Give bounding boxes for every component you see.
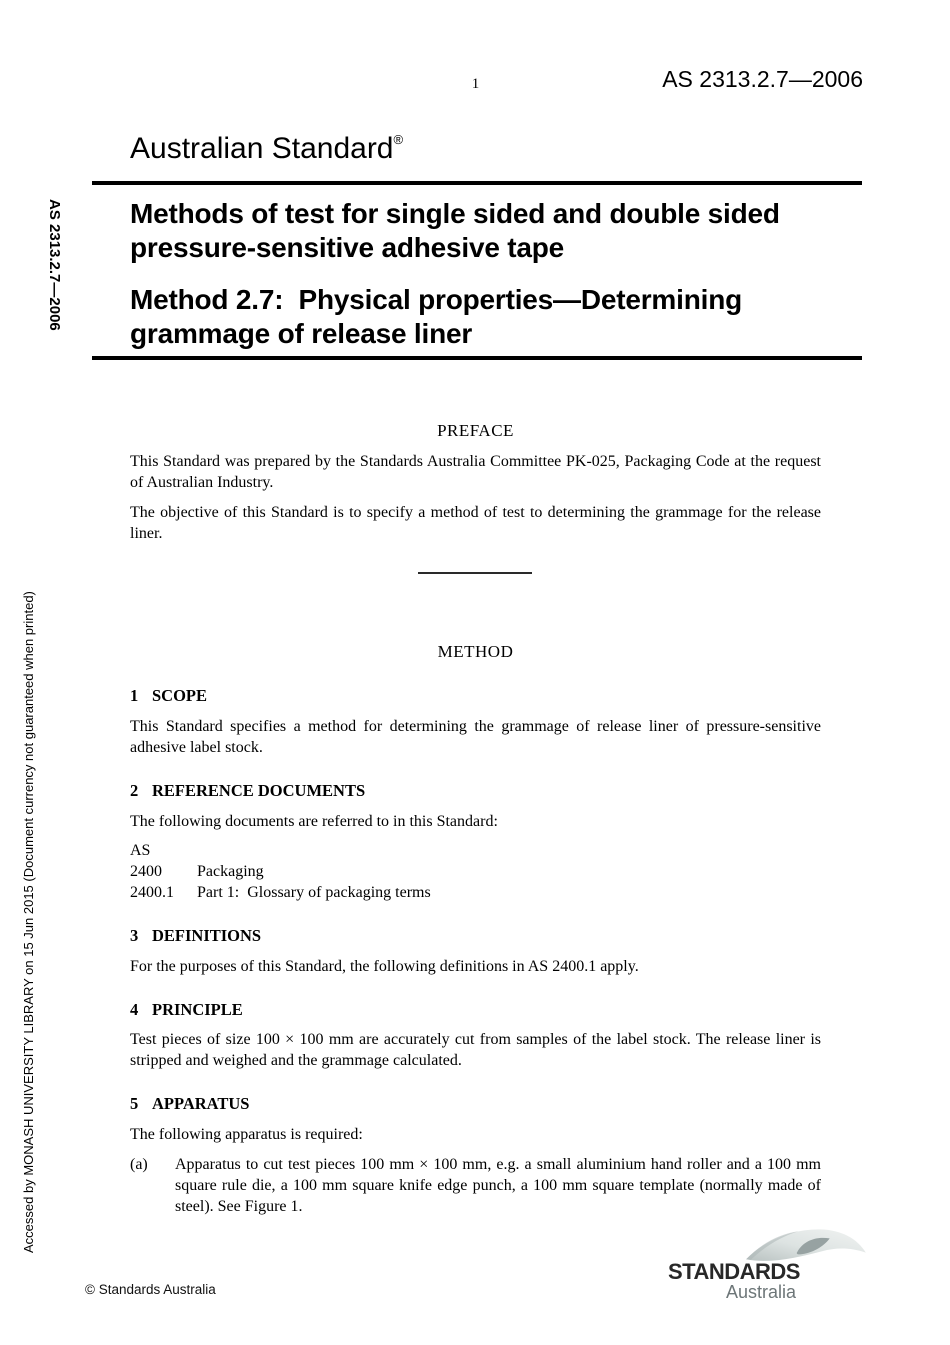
reference-row	[130, 840, 821, 861]
registered-mark: ®	[393, 132, 404, 147]
section-title: REFERENCE DOCUMENTS	[152, 781, 366, 800]
section-title: SCOPE	[152, 686, 208, 705]
copyright-notice: © Standards Australia	[85, 1282, 216, 1297]
list-item-text: Apparatus to cut test pieces 100 mm × 100 mm, e.g. a small aluminium hand roller and a 100 mm square rule die, a 100 mm square knife edge punch, a 100 mm square template (normally made of steel). See Figure 1.	[175, 1156, 821, 1215]
reference-row	[130, 882, 821, 903]
preface-heading: PREFACE	[437, 421, 514, 440]
section-title: PRINCIPLE	[152, 1000, 243, 1019]
horizontal-rule-top	[92, 181, 862, 185]
preface-paragraph: This Standard was prepared by the Standards Australia Committee PK-025, Packaging Code at the request of Australian Industry.	[130, 453, 821, 491]
section-number: 3	[130, 926, 139, 945]
section-number: 2	[130, 781, 139, 800]
document-title: Methods of test for single sided and double sided pressure-sensitive adhesive tape	[130, 198, 780, 263]
section-number: 5	[130, 1094, 139, 1113]
reference-code: 2400	[130, 863, 162, 880]
brand-text: Australian Standard	[130, 132, 394, 165]
section-title: DEFINITIONS	[152, 926, 262, 945]
masthead-brand	[130, 132, 403, 166]
reference-document-list	[130, 840, 821, 903]
section-number: 4	[130, 1000, 139, 1019]
section-paragraph: This Standard specifies a method for determining the grammage of release liner of pressure-sensitive adhesive label stock.	[130, 718, 821, 756]
logo-subtext: Australia	[726, 1282, 797, 1302]
section-paragraph: Test pieces of size 100 × 100 mm are accurately cut from samples of the label stock. The release liner is stripped and weighed and the grammage calculated.	[130, 1031, 821, 1069]
section-heading-reference-documents	[130, 781, 821, 801]
method-heading: METHOD	[437, 642, 514, 661]
section-heading-scope	[130, 686, 821, 706]
horizontal-rule-bottom	[92, 356, 862, 360]
margin-access-note: Accessed by MONASH UNIVERSITY LIBRARY on 15 Jun 2015 (Document currency not guaranteed when printed)	[21, 591, 36, 1253]
preface-paragraph: The objective of this Standard is to specify a method of test to determining the grammage for the release liner.	[130, 504, 821, 542]
section-paragraph: The following apparatus is required:	[130, 1126, 363, 1143]
reference-text: Part 1: Glossary of packaging terms	[197, 884, 431, 901]
section-paragraph: The following documents are referred to in this Standard:	[130, 813, 498, 830]
apparatus-list-item	[130, 1154, 821, 1217]
standards-australia-logo	[668, 1227, 870, 1301]
logo-wordmark: STANDARDS	[668, 1259, 800, 1284]
reference-code: AS	[130, 842, 151, 859]
reference-text: Packaging	[197, 863, 264, 880]
section-heading-definitions	[130, 926, 821, 946]
section-paragraph: For the purposes of this Standard, the following definitions in AS 2400.1 apply.	[130, 958, 639, 975]
section-title: APPARATUS	[152, 1094, 250, 1113]
method-title: Method 2.7: Physical properties—Determining grammage of release liner	[130, 284, 750, 349]
page-number: 1	[471, 76, 480, 92]
section-heading-principle	[130, 1000, 821, 1020]
section-divider-line	[418, 572, 532, 574]
reference-row	[130, 861, 821, 882]
margin-standard-designation: AS 2313.2.7—2006	[46, 199, 63, 331]
list-item-label: (a)	[130, 1156, 148, 1173]
reference-code: 2400.1	[130, 884, 174, 901]
section-heading-apparatus	[130, 1094, 821, 1114]
section-number: 1	[130, 686, 139, 705]
header-standard-designation: AS 2313.2.7—2006	[662, 66, 863, 92]
